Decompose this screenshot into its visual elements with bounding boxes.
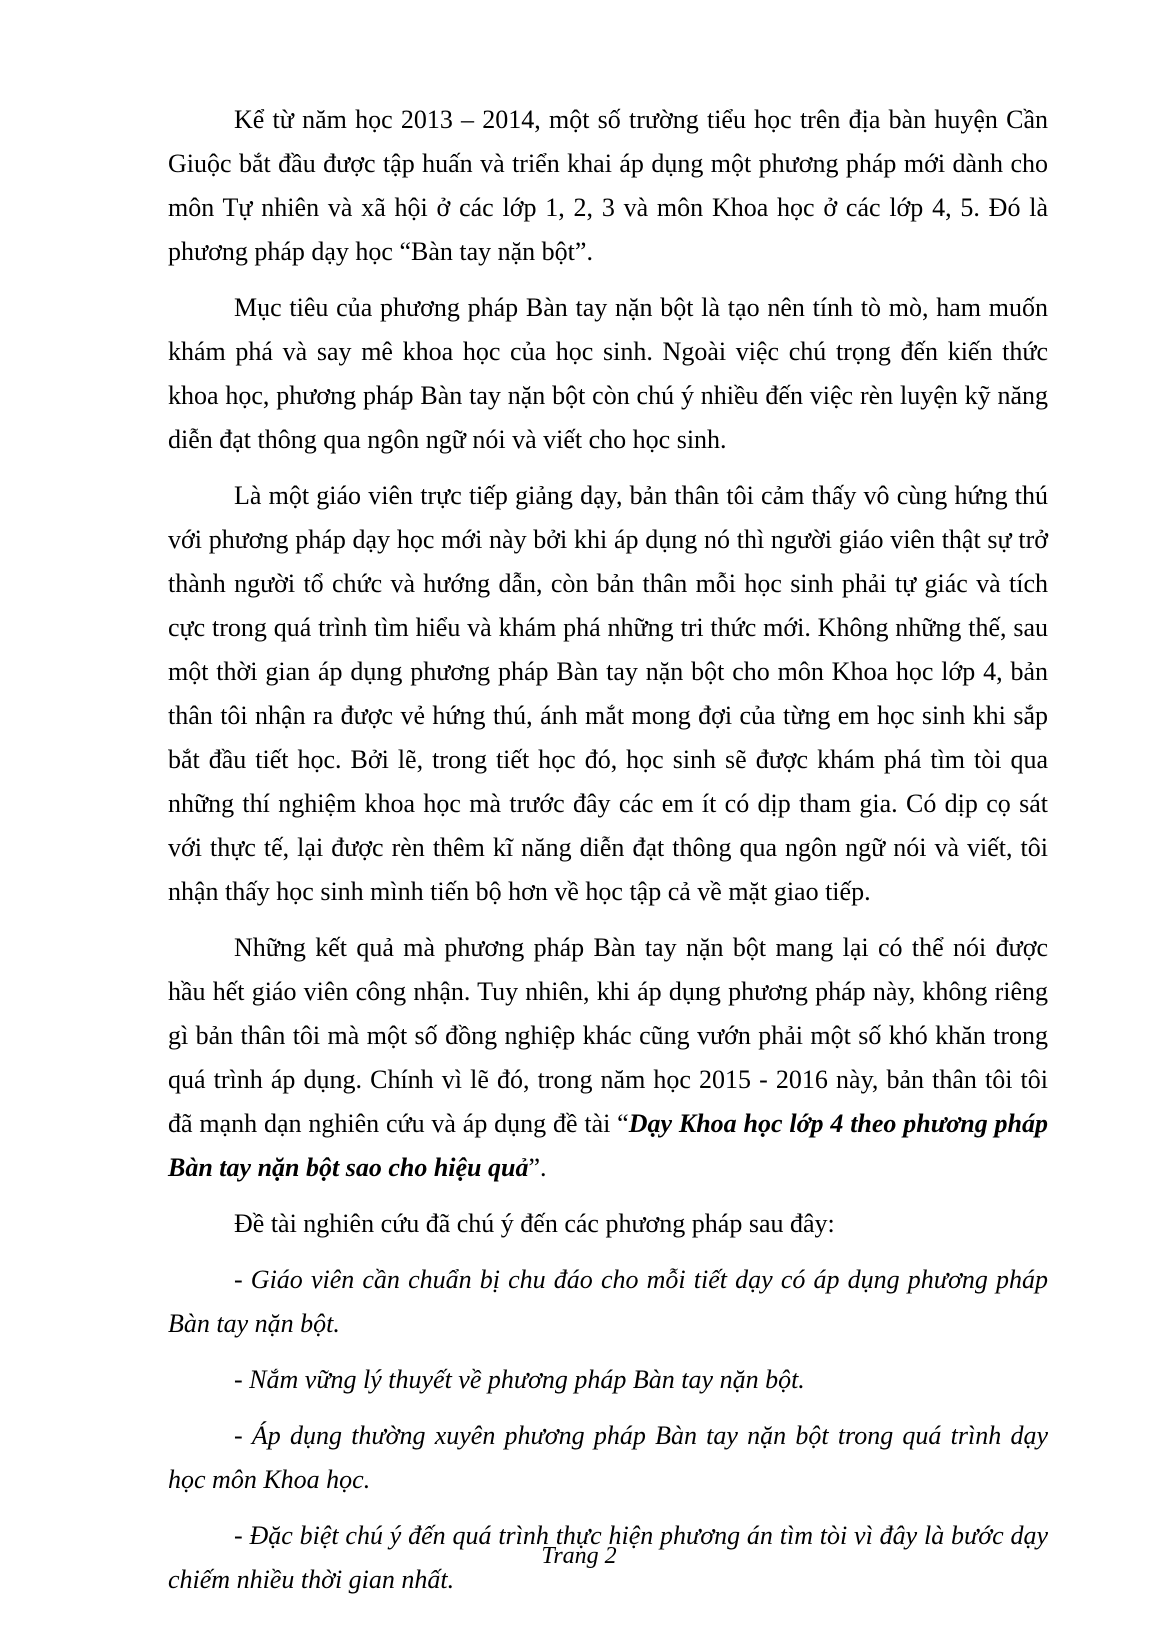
paragraph-topic <box>168 926 1048 1190</box>
method-item: - Đặc biệt chú ý đến quá trình thực hiện phương án tìm tòi vì đây là bước dạy chiếm nhiều thời gian nhất. <box>168 1521 1048 1594</box>
method-item: - Áp dụng thường xuyên phương pháp Bàn tay nặn bột trong quá trình dạy học môn Khoa học. <box>168 1421 1048 1494</box>
method-item: - Giáo viên cần chuẩn bị chu đáo cho mỗi tiết dạy có áp dụng phương pháp Bàn tay nặn bột. <box>168 1265 1048 1338</box>
topic-title: Dạy Khoa học lớp 4 theo phương pháp Bàn tay nặn bột sao cho hiệu quả <box>168 1109 1048 1182</box>
paragraph-intro: Kể từ năm học 2013 – 2014, một số trường tiểu học trên địa bàn huyện Cần Giuộc bắt đầu được tập huấn và triển khai áp dụng một phương pháp mới dành cho môn Tự nhiên và xã hội ở các lớp 1, 2, 3 và môn Khoa học ở các lớp 4, 5. Đó là phương pháp dạy học “Bàn tay nặn bột”. <box>168 105 1048 266</box>
page-number: Trang 2 <box>541 1543 617 1569</box>
paragraph-objective: Mục tiêu của phương pháp Bàn tay nặn bột là tạo nên tính tò mò, ham muốn khám phá và say mê khoa học của học sinh. Ngoài việc chú trọng đến kiến thức khoa học, phương pháp Bàn tay nặn bột còn chú ý nhiều đến việc rèn luyện kỹ năng diễn đạt thông qua ngôn ngữ nói và viết cho học sinh. <box>168 293 1048 454</box>
paragraph-topic-end: ”. <box>528 1153 547 1182</box>
method-item: - Nắm vững lý thuyết về phương pháp Bàn tay nặn bột. <box>234 1365 805 1394</box>
document-body <box>168 98 1048 1614</box>
paragraph-methods-intro: Đề tài nghiên cứu đã chú ý đến các phương pháp sau đây: <box>234 1209 835 1238</box>
paragraph-topic-text: Những kết quả mà phương pháp Bàn tay nặn bột mang lại có thể nói được hầu hết giáo viên công nhận. Tuy nhiên, khi áp dụng phương pháp này, không riêng gì bản thân tôi mà một số đồng nghiệp khác cũng vướn phải một số khó khăn trong quá trình áp dụng. Chính vì lẽ đó, trong năm học 2015 - 2016 này, bản thân tôi tôi đã mạnh dạn nghiên cứu và áp dụng đề tài “ <box>168 933 1048 1138</box>
paragraph-experience: Là một giáo viên trực tiếp giảng dạy, bản thân tôi cảm thấy vô cùng hứng thú với phương pháp dạy học mới này bởi khi áp dụng nó thì người giáo viên thật sự trở thành người tổ chức và hướng dẫn, còn bản thân mỗi học sinh phải tự giác và tích cực trong quá trình tìm hiểu và khám phá những tri thức mới. Không những thế, sau một thời gian áp dụng phương pháp Bàn tay nặn bột cho môn Khoa học lớp 4, bản thân tôi nhận ra được vẻ hứng thú, ánh mắt mong đợi của từng em học sinh khi sắp bắt đầu tiết học. Bởi lẽ, trong tiết học đó, học sinh sẽ được khám phá tìm tòi qua những thí nghiệm khoa học mà trước đây các em ít có dịp tham gia. Có dịp cọ sát với thực tế, lại được rèn thêm kĩ năng diễn đạt thông qua ngôn ngữ nói và viết, tôi nhận thấy học sinh mình tiến bộ hơn về học tập cả về mặt giao tiếp. <box>168 481 1048 906</box>
